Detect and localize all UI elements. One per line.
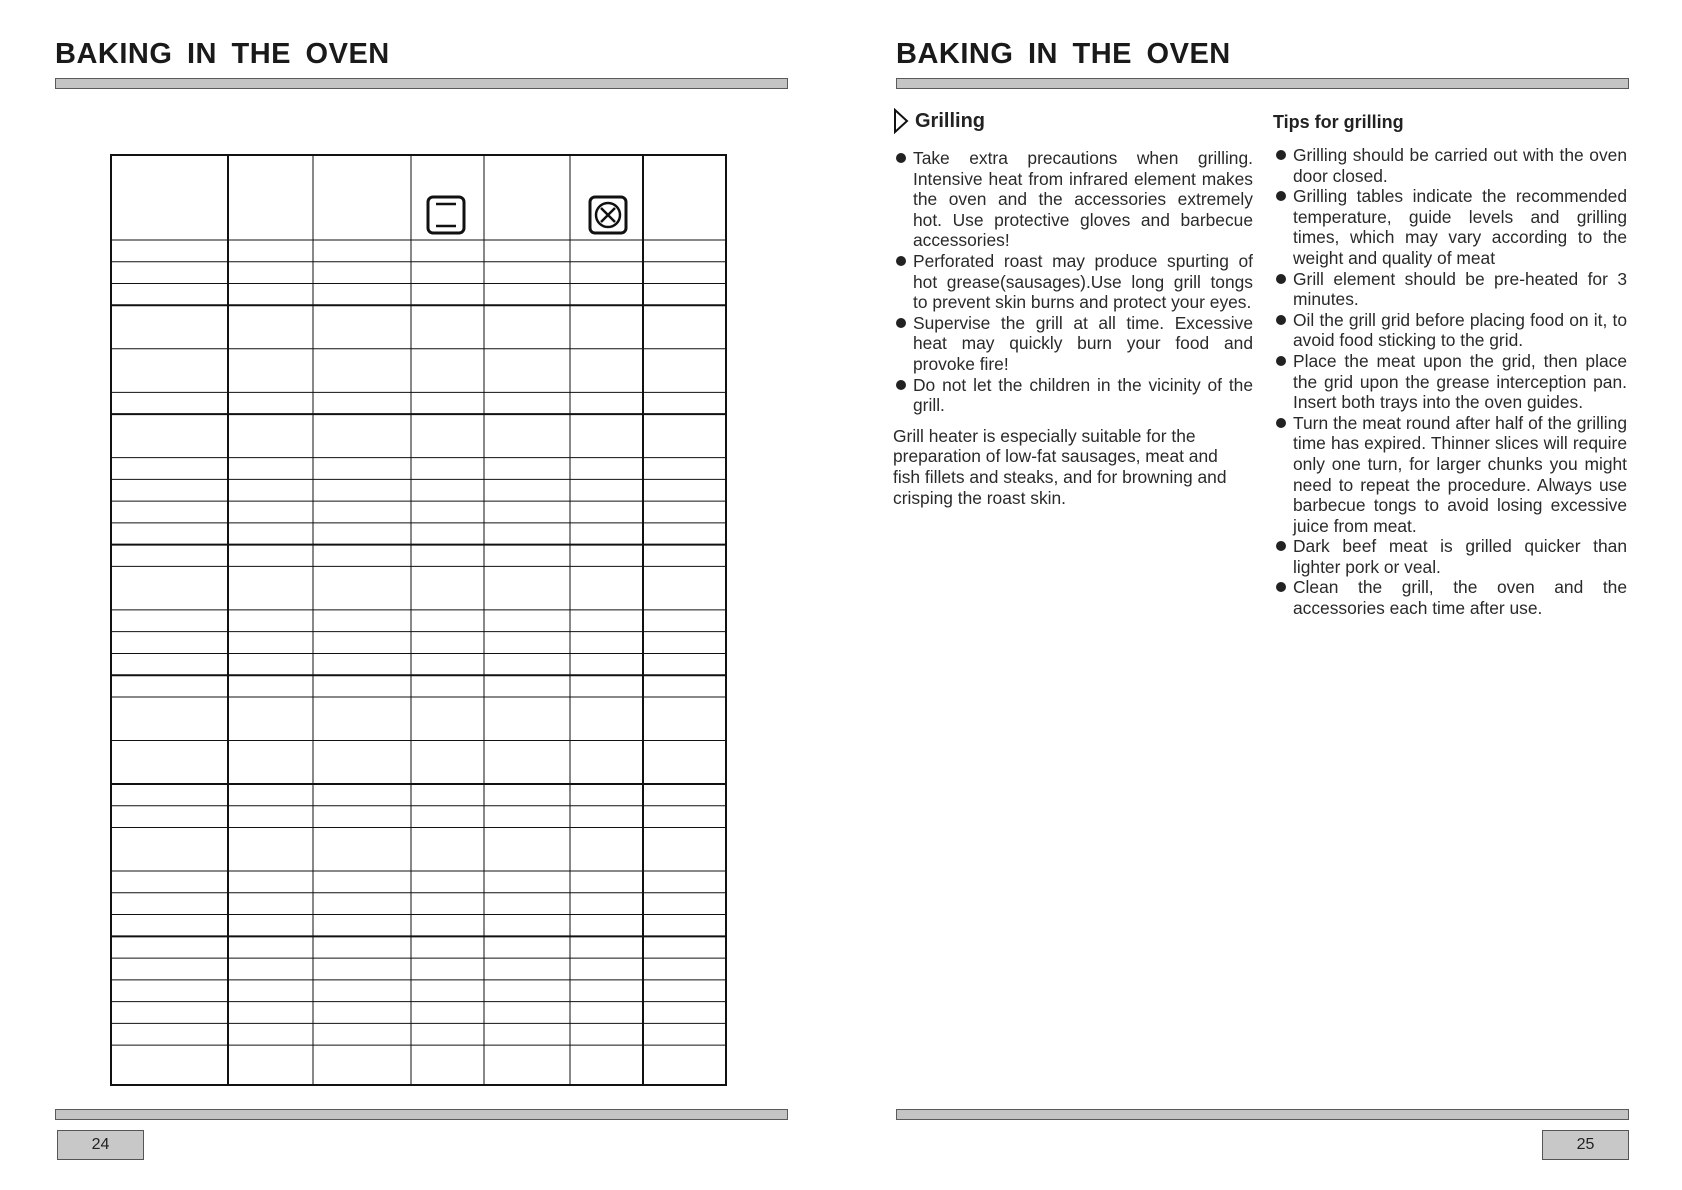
page-title-left: BAKING IN THE OVEN <box>55 38 390 70</box>
list-item <box>893 375 1253 416</box>
tips-bullet-list <box>1273 145 1627 619</box>
tip-text: Grilling tables indicate the recommended temperature, guide levels and grilling times, which may vary according to the weight and quality of meat <box>1293 186 1627 268</box>
tip-text: Clean the grill, the oven and the accessories each time after use. <box>1293 577 1627 619</box>
list-item <box>1273 310 1627 351</box>
grilling-bullet-text: Supervise the grill at all time. Excessive heat may quickly burn your food and provoke fire! <box>913 312 1253 374</box>
list-item <box>1273 145 1627 186</box>
header-bar-right <box>896 78 1629 89</box>
tip-text: Oil the grill grid before placing food on it, to avoid food sticking to the grid. <box>1293 309 1627 351</box>
bullet-icon <box>1276 356 1286 366</box>
tip-text: Dark beef meat is grilled quicker than lighter pork or veal. <box>1293 536 1627 577</box>
list-item <box>893 251 1253 313</box>
bullet-icon <box>1276 315 1286 325</box>
page-number-right: 25 <box>1542 1130 1629 1160</box>
footer-bar-left <box>55 1109 788 1120</box>
page-title-right: BAKING IN THE OVEN <box>896 38 1231 70</box>
list-item <box>1273 269 1627 310</box>
tip-text: Grill element should be pre-heated for 3 minutes. <box>1293 268 1627 310</box>
grilling-bullet-text: Do not let the children in the vicinity of the grill. <box>913 374 1253 416</box>
grilling-heading <box>893 108 985 134</box>
header-bar-left <box>55 78 788 89</box>
bullet-icon <box>1276 541 1286 551</box>
tip-text: Grilling should be carried out with the oven door closed. <box>1293 145 1627 186</box>
tips-column <box>1273 112 1627 619</box>
bullet-icon <box>1276 274 1286 284</box>
tip-text: Place the meat upon the grid, then place the grid upon the grease interception pan. Insert both trays into the oven guides. <box>1293 350 1627 413</box>
bullet-icon <box>896 256 906 266</box>
list-item <box>1273 536 1627 577</box>
tip-text: Turn the meat round after half of the grilling time has expired. Thinner slices will require only one turn, for larger chunks you might need to repeat the procedure. Always use barbecue tongs to avoid losing excessive juice from meat. <box>1293 412 1627 536</box>
list-item <box>893 313 1253 375</box>
footer-bar-right <box>896 1109 1629 1120</box>
triangle-pointer-icon <box>893 108 909 134</box>
bullet-icon <box>1276 418 1286 428</box>
grill-heater-note: Grill heater is especially suitable for the preparation of low-fat sausages, meat and fish fillets and steaks, and for browning and crisping the roast skin. <box>893 425 1227 508</box>
tips-heading: Tips for grilling <box>1273 112 1404 132</box>
grilling-bullet-list <box>893 148 1253 416</box>
list-item <box>1273 577 1627 618</box>
grilling-heading-label: Grilling <box>915 109 985 132</box>
bullet-icon <box>896 318 906 328</box>
list-item <box>1273 186 1627 268</box>
baking-table <box>110 154 727 1086</box>
page-number-left: 24 <box>57 1130 144 1160</box>
oven-top-bottom-heat-icon <box>428 197 464 233</box>
bullet-icon <box>896 380 906 390</box>
grilling-column <box>893 148 1253 508</box>
list-item <box>1273 351 1627 413</box>
baking-table-grid <box>110 154 727 1086</box>
oven-fan-heat-icon <box>590 197 626 233</box>
bullet-icon <box>896 153 906 163</box>
list-item <box>893 148 1253 251</box>
bullet-icon <box>1276 191 1286 201</box>
bullet-icon <box>1276 150 1286 160</box>
bullet-icon <box>1276 582 1286 592</box>
grilling-bullet-text: Perforated roast may produce spurting of hot grease(sausages).Use long grill tongs to prevent skin burns and protect your eyes. <box>913 250 1253 313</box>
grilling-bullet-text: Take extra precautions when grilling. Intensive heat from infrared element makes the oven and the accessories extremely hot. Use protective gloves and barbecue accessories! <box>913 148 1253 251</box>
list-item <box>1273 413 1627 537</box>
table-frame <box>111 155 726 1085</box>
